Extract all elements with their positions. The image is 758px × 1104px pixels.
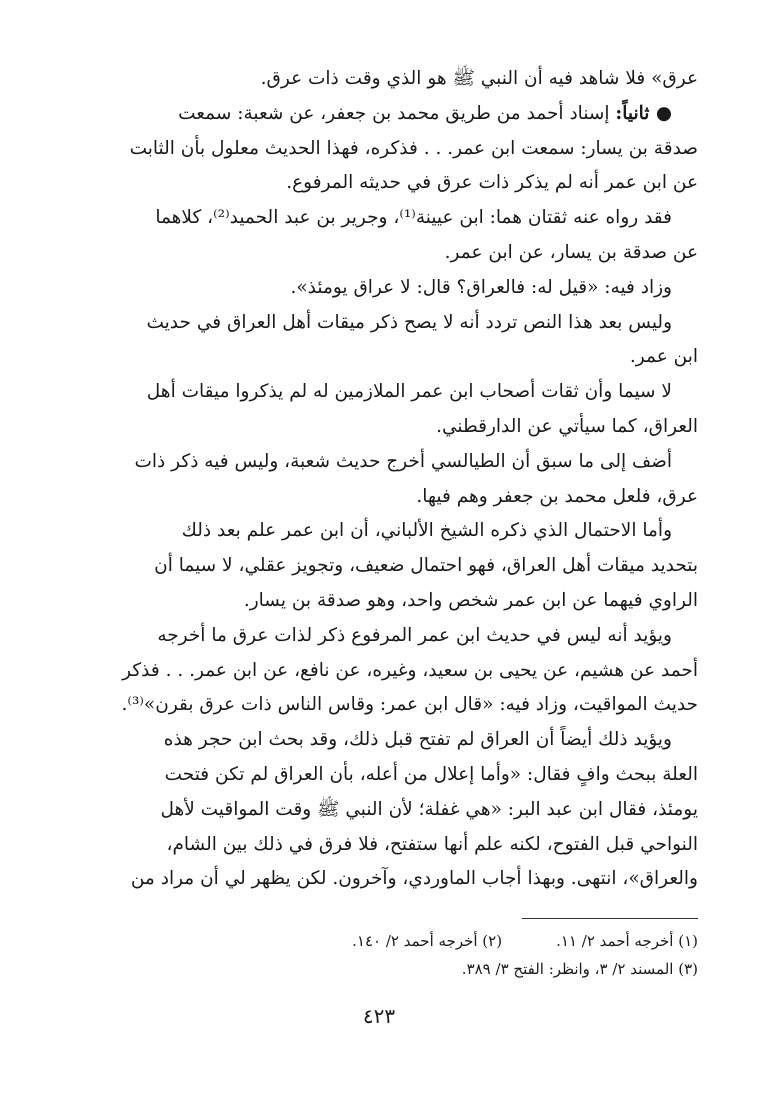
text-line: عرق، فلعل محمد بن جعفر وهم فيها.: [416, 485, 698, 507]
text-line: حديث المواقيت، وزاد فيه: «قال ابن عمر: وقاس الناس ذات عرق بقرن»⁽³⁾.: [121, 694, 698, 716]
page-number: ٤٢٣: [362, 1004, 396, 1028]
bullet-heading: ● ثانياً:: [615, 102, 672, 124]
text-line: أحمد عن هشيم، عن يحيى بن سعيد، وغيره، عن نافع، عن ابن عمر. . . فذكر: [122, 659, 698, 681]
text-line: العلة ببحث وافٍ فقال: «وأما إعلال من أعله، بأن العراق لم تكن فتحت: [164, 763, 698, 785]
text-line: وزاد فيه: «قيل له: فالعراق؟ قال: لا عراق يومئذ».: [290, 276, 672, 298]
text-line: أضف إلى ما سبق أن الطيالسي أخرج حديث شعبة، وليس فيه ذكر ذات: [134, 450, 672, 472]
main-text: [62, 62, 698, 897]
paragraph: [62, 445, 698, 515]
footnote-divider: [522, 918, 698, 919]
paragraph: [62, 306, 698, 376]
text-line: النواحي قبل الفتوح، لكنه علم أنها ستفتح، فلا فرق في ذلك بين الشام،: [166, 833, 698, 855]
paragraph: [62, 62, 698, 97]
paragraph: [62, 271, 698, 306]
text-line: ويؤيد ذلك أيضاً أن العراق لم تفتح قبل ذلك، وقد بحث ابن حجر هذه: [163, 729, 672, 751]
text-line: بتحديد ميقات أهل العراق، فهو احتمال ضعيف، وتجويز عقلي، لا سيما أن: [154, 555, 698, 577]
text-line: صدقة بن يسار: سمعت ابن عمر. . . فذكره، فهذا الحديث معلول بأن الثابت: [129, 137, 698, 159]
footnote-row: [62, 955, 698, 983]
text-line: لا سيما وأن ثقات أصحاب ابن عمر الملازمين له لم يذكروا ميقات أهل: [146, 381, 672, 403]
text-line: الراوي فيهما عن ابن عمر شخص واحد، وهو صدقة بن يسار.: [243, 589, 698, 611]
text-line: العراق، كما سيأتي عن الدارقطني.: [436, 415, 698, 437]
text-line: عرق» فلا شاهد فيه أن النبي ﷺ هو الذي وقت ذات عرق.: [260, 68, 698, 89]
text-line: ابن عمر.: [629, 346, 698, 368]
text-line: والعراق»، انتهى. وبهذا أجاب الماوردي، وآخرون. لكن يظهر لي أن مراد من: [130, 868, 698, 890]
footnote-3: (٣) المسند ٢/ ٣، وانظر: الفتح ٣/ ٣٨٩.: [461, 960, 698, 978]
text-line: وليس بعد هذا النص تردد أنه لا يصح ذكر ميقات أهل العراق في حديث: [146, 311, 672, 333]
text-line: عن ابن عمر أنه لم يذكر ذات عرق في حديثه المرفوع.: [286, 172, 698, 194]
text-line: فقد رواه عنه ثقتان هما: ابن عيينة⁽¹⁾، وجرير بن عبد الحميد⁽²⁾، كلاهما: [155, 207, 672, 229]
paragraph: [62, 97, 698, 201]
paragraph: [62, 375, 698, 445]
text-line: وأما الاحتمال الذي ذكره الشيخ الألباني، أن ابن عمر علم بعد ذلك: [181, 520, 672, 542]
paragraph: [62, 201, 698, 271]
paragraph: [62, 619, 698, 723]
footnote-2: (٢) أخرجه أحمد ٢/ ١٤٠.: [352, 932, 503, 950]
text-segment: إسناد أحمد من طريق محمد بن جعفر، عن شعبة: سمعت: [178, 102, 616, 124]
text-line: عن صدقة بن يسار، عن ابن عمر.: [444, 241, 698, 263]
footnote-1: (١) أخرجه أحمد ٢/ ١١.: [556, 932, 698, 950]
text-line: يومئذ، فقال ابن عبد البر: «هي غفلة؛ لأن النبي ﷺ وقت المواقيت لأهل: [160, 798, 698, 820]
paragraph: [62, 514, 698, 618]
footnotes: [62, 918, 698, 983]
text-line: [62, 97, 698, 132]
paragraph: [62, 723, 698, 897]
text-line: ويؤيد أنه ليس في حديث ابن عمر المرفوع ذكر لذات عرق ما أخرجه: [157, 624, 672, 646]
footnote-row: [62, 927, 698, 955]
